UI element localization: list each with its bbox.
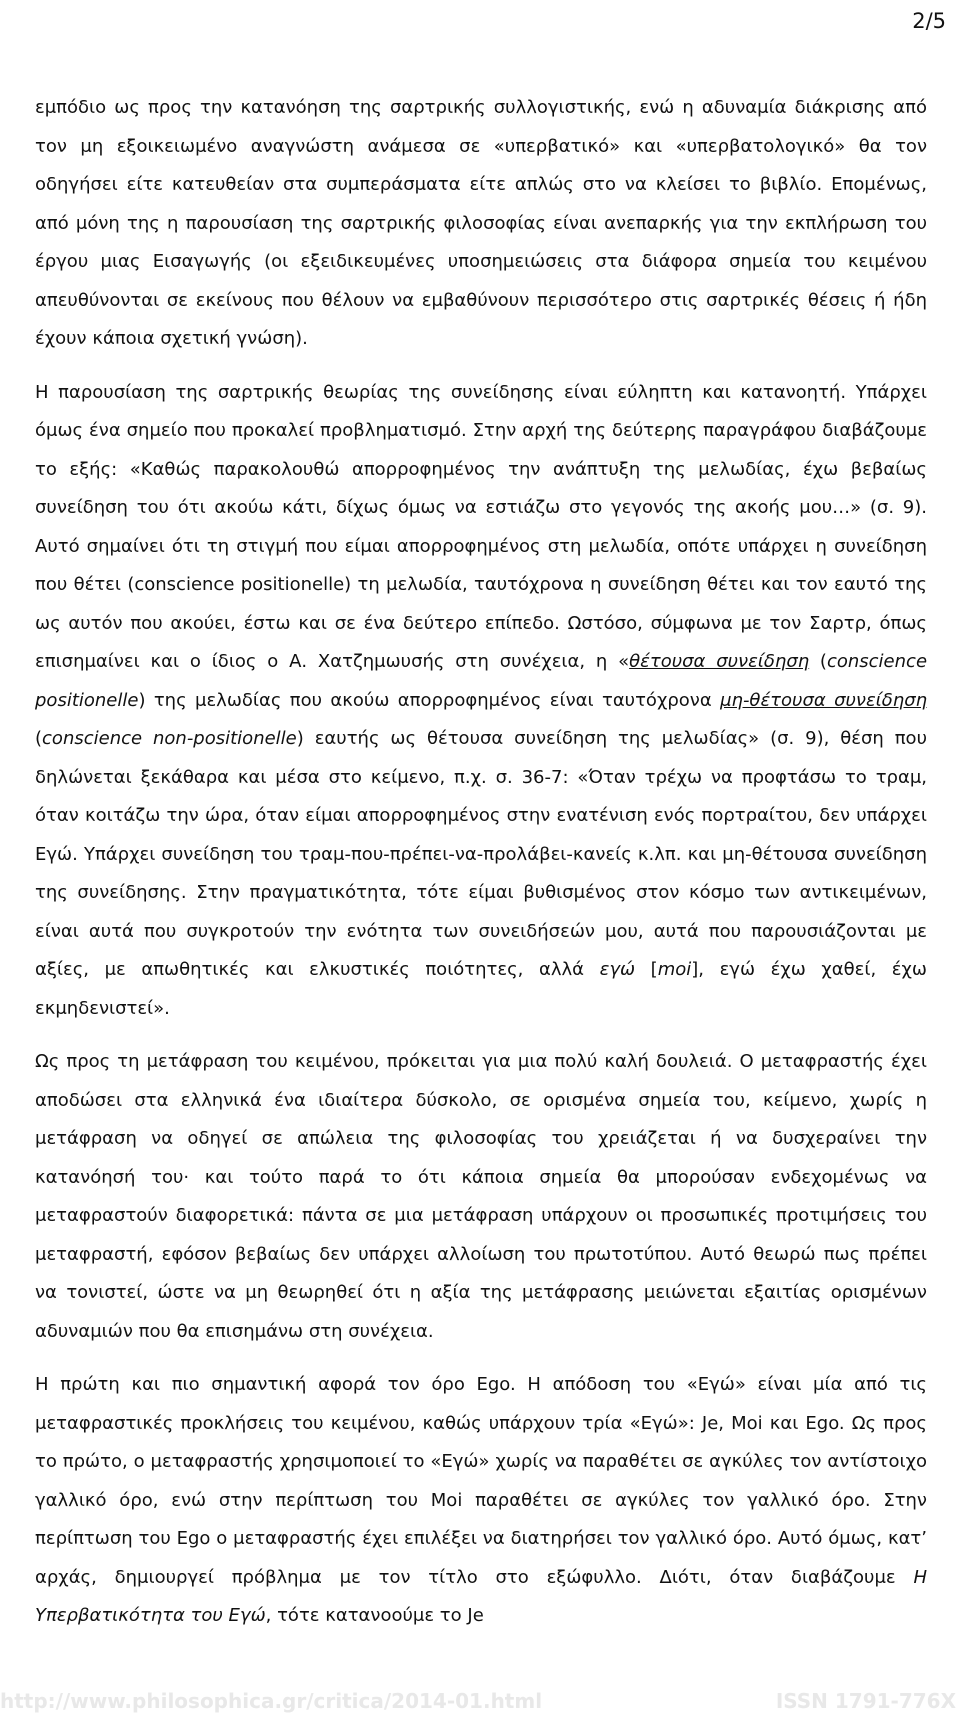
page-footer <box>0 1689 960 1714</box>
italic-term: conscience positionelle <box>35 651 928 711</box>
italic-term: εγώ <box>599 959 636 980</box>
text-segment: Η παρουσίαση της σαρτρικής θεωρίας της συνείδησης είναι εύληπτη και κατανοητή. Υπάρχει όμως ένα σημείο που προκαλεί προβληματισμό. Στην αρχή της δεύτερης παραγράφου διαβάζουμε το εξής: «Καθώς παρακολουθώ απορροφημένος την ανάπτυξη της μελωδίας, έχω βεβαίως συνείδηση του ότι ακούω κάτι, δίχως όμως να εστιάζω στο γεγονός της ακοής μου…» (σ. 9). Αυτό σημαίνει ότι τη στιγμή που είμαι απορροφημένος στη μελωδία, οπότε υπάρχει η συνείδηση που θέτει (conscience positionelle) τη μελωδία, ταυτόχρονα η συνείδηση θέτει και τον εαυτό της ως αυτόν που ακούει, έστω και σε ένα δεύτερο επίπεδο. Ωστόσο, σύμφωνα με τον Σαρτρ, όπως επισημαίνει και ο ίδιος ο Α. Χατζημωυσής στη συνέχεια, η « <box>35 381 927 672</box>
text-segment: Η πρώτη και πιο σημαντική αφορά τον όρο Ego. Η απόδοση του «Εγώ» είναι μία από τις μεταφραστικές προκλήσεις του κειμένου, καθώς υπάρχουν τρία «Εγώ»: Je, Moi και Ego. Ως προς το πρώτο, ο μεταφραστής χρησιμοποιεί το «Εγώ» χωρίς να παραθέτει σε αγκύλες τον αντίστοιχο γαλλικό όρο, ενώ στην περίπτωση του Moi παραθέτει σε αγκύλες τον γαλλικό όρο. Στην περίπτωση του Ego ο μεταφραστής έχει επιλέξει να διατηρήσει τον γαλλικό όρο. Αυτό όμως, κατ’ αρχάς, δημιουργεί πρόβλημα με τον τίτλο στο εξώφυλλο. Διότι, όταν διαβάζουμε <box>35 1374 927 1588</box>
text-segment: ], εγώ έχω χαθεί, έχω εκμηδενιστεί». <box>35 959 928 1019</box>
text-segment: ) της μελωδίας που ακούω απορροφημένος είναι ταυτόχρονα <box>138 689 721 711</box>
text-segment: , τότε κατανοούμε το Je <box>265 1605 484 1626</box>
paragraph-1 <box>35 89 927 359</box>
italic-underlined-term: θέτουσα συνείδηση <box>629 651 810 672</box>
text-segment: ) εαυτής ως θέτουσα συνείδηση της μελωδίας» (σ. 9), θέση που δηλώνεται ξεκάθαρα και μέσα στο κείμενο, π.χ. σ. 36-7: «Όταν τρέχω να προφτάσω το τραμ, όταν κοιτάζω την ώρα, όταν είμαι απορροφημένος στην ενατένιση ενός πορτραίτου, δεν υπάρχει Εγώ. Υπάρχει συνείδηση του τραμ-που-πρέπει-να-προλάβει-κανείς κ.λπ. και μη-θέτουσα συνείδηση της συνείδησης. Στην πραγματικότητα, τότε είμαι βυθισμένος στον κόσμο των αντικειμένων, είναι αυτά που συγκροτούν την ενότητα των συνειδήσεών μου, αυτά που παρουσιάζονται με αξίες, με απωθητικές και ελκυστικές ποιότητες, αλλά <box>35 728 927 980</box>
paragraph-3 <box>35 1043 927 1351</box>
text-segment: ( <box>809 651 827 672</box>
footer-url: http://www.philosophica.gr/critica/2014-01.html <box>0 1689 543 1713</box>
page-number: 2/5 <box>912 9 946 33</box>
text-segment: ( <box>35 728 43 749</box>
text-segment: Ως προς τη μετάφραση του κειμένου, πρόκειται για μια πολύ καλή δουλειά. Ο μεταφραστής έχει αποδώσει στα ελληνικά ένα ιδιαίτερα δύσκολο, σε ορισμένα σημεία του, κείμενο, χωρίς η μετάφραση να οδηγεί σε απώλεια της φιλοσοφίας του χρειάζεται ή να δυσχεραίνει την κατανόησή του· και τούτο παρά το ότι κάποια σημεία θα μπορούσαν ενδεχομένως να μεταφραστούν διαφορετικά: πάντα σε μια μετάφραση υπάρχουν οι προσωπικές προτιμήσεις του μεταφραστή, εφόσον βεβαίως δεν υπάρχει αλλοίωση του πρωτοτύπου. Αυτό θεωρώ πως πρέπει να τονιστεί, ώστε να μη θεωρηθεί ότι η αξία της μετάφρασης μειώνεται εξαιτίας ορισμένων αδυναμιών που θα επισημάνω στη συνέχεια. <box>35 1051 927 1342</box>
footer-issn: ISSN 1791-776X <box>775 1689 956 1713</box>
text-segment: εμπόδιο ως προς την κατανόηση της σαρτρικής συλλογιστικής, ενώ η αδυναμία διάκρισης από τον μη εξοικειωμένο αναγνώστη ανάμεσα σε «υπερβατικό» και «υπερβατολογικό» θα τον οδηγήσει είτε κατευθείαν στα συμπεράσματα είτε απλώς στο να κλείσει το βιβλίο. Επομένως, από μόνη της η παρουσίαση της σαρτρικής φιλοσοφίας είναι ανεπαρκής για την εκπλήρωση του έργου μιας Εισαγωγής (οι εξειδικευμένες υποσημειώσεις στα διάφορα σημεία του κειμένου απευθύνονται σε εκείνους που θέλουν να εμβαθύνουν περισσότερο στις σαρτρικές θέσεις ή ήδη έχουν κάποια σχετική γνώση). <box>35 97 927 349</box>
text-segment: [ <box>635 959 658 980</box>
italic-term: moi <box>657 959 692 980</box>
paragraph-4 <box>35 1366 927 1636</box>
book-title: Η Υπερβατικότητα του Εγώ <box>35 1566 927 1626</box>
italic-term: conscience non-positionelle <box>42 728 297 749</box>
paragraph-2 <box>35 374 927 1029</box>
italic-underlined-term: μη-θέτουσα συνείδηση <box>720 689 928 711</box>
article-body <box>35 89 927 1636</box>
